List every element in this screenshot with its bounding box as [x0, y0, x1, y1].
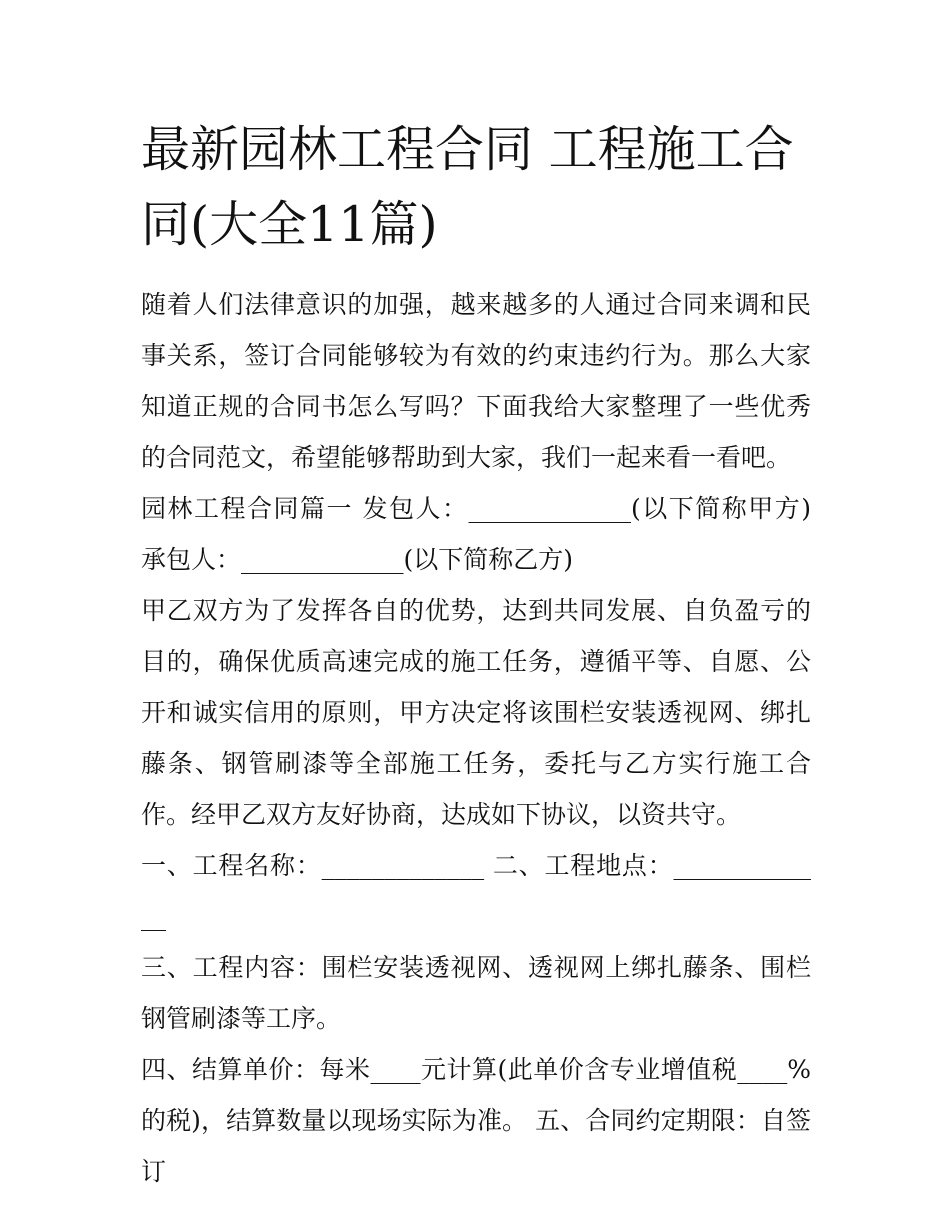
parties-paragraph: 园林工程合同篇一 发包人：_____________(以下简称甲方) 承包人：_____________(以下简称乙方) — [141, 494, 811, 574]
project-content-paragraph: 三、工程内容：围栏安装透视网、透视网上绑扎藤条、围栏钢管刷漆等工序。 — [141, 953, 811, 1033]
document-body — [141, 112, 811, 1197]
project-name-location-paragraph: 一、工程名称：_____________ 二、工程地点：_____________ — [141, 851, 811, 931]
purpose-paragraph: 甲乙双方为了发挥各自的优势，达到共同发展、自负盈亏的目的，确保优质高速完成的施工任务，遵循平等、自愿、公开和诚实信用的原则，甲方决定将该围栏安装透视网、绑扎藤条、钢管刷漆等全部施工任务，委托与乙方实行施工合作。经甲乙双方友好协商，达成如下协议，以资共守。 — [141, 596, 811, 829]
document-title: 最新园林工程合同 工程施工合同(大全11篇) — [141, 121, 794, 253]
settlement-price-paragraph: 四、结算单价：每米____元计算(此单价含专业增值税____%的税)，结算数量以现场实际为准。 五、合同约定期限：自签订 — [141, 1055, 811, 1186]
intro-paragraph: 随着人们法律意识的加强，越来越多的人通过合同来调和民事关系，签订合同能够较为有效的约束违约行为。那么大家知道正规的合同书怎么写吗？下面我给大家整理了一些优秀的合同范文，希望能够帮助到大家，我们一起来看一看吧。 — [141, 290, 811, 472]
